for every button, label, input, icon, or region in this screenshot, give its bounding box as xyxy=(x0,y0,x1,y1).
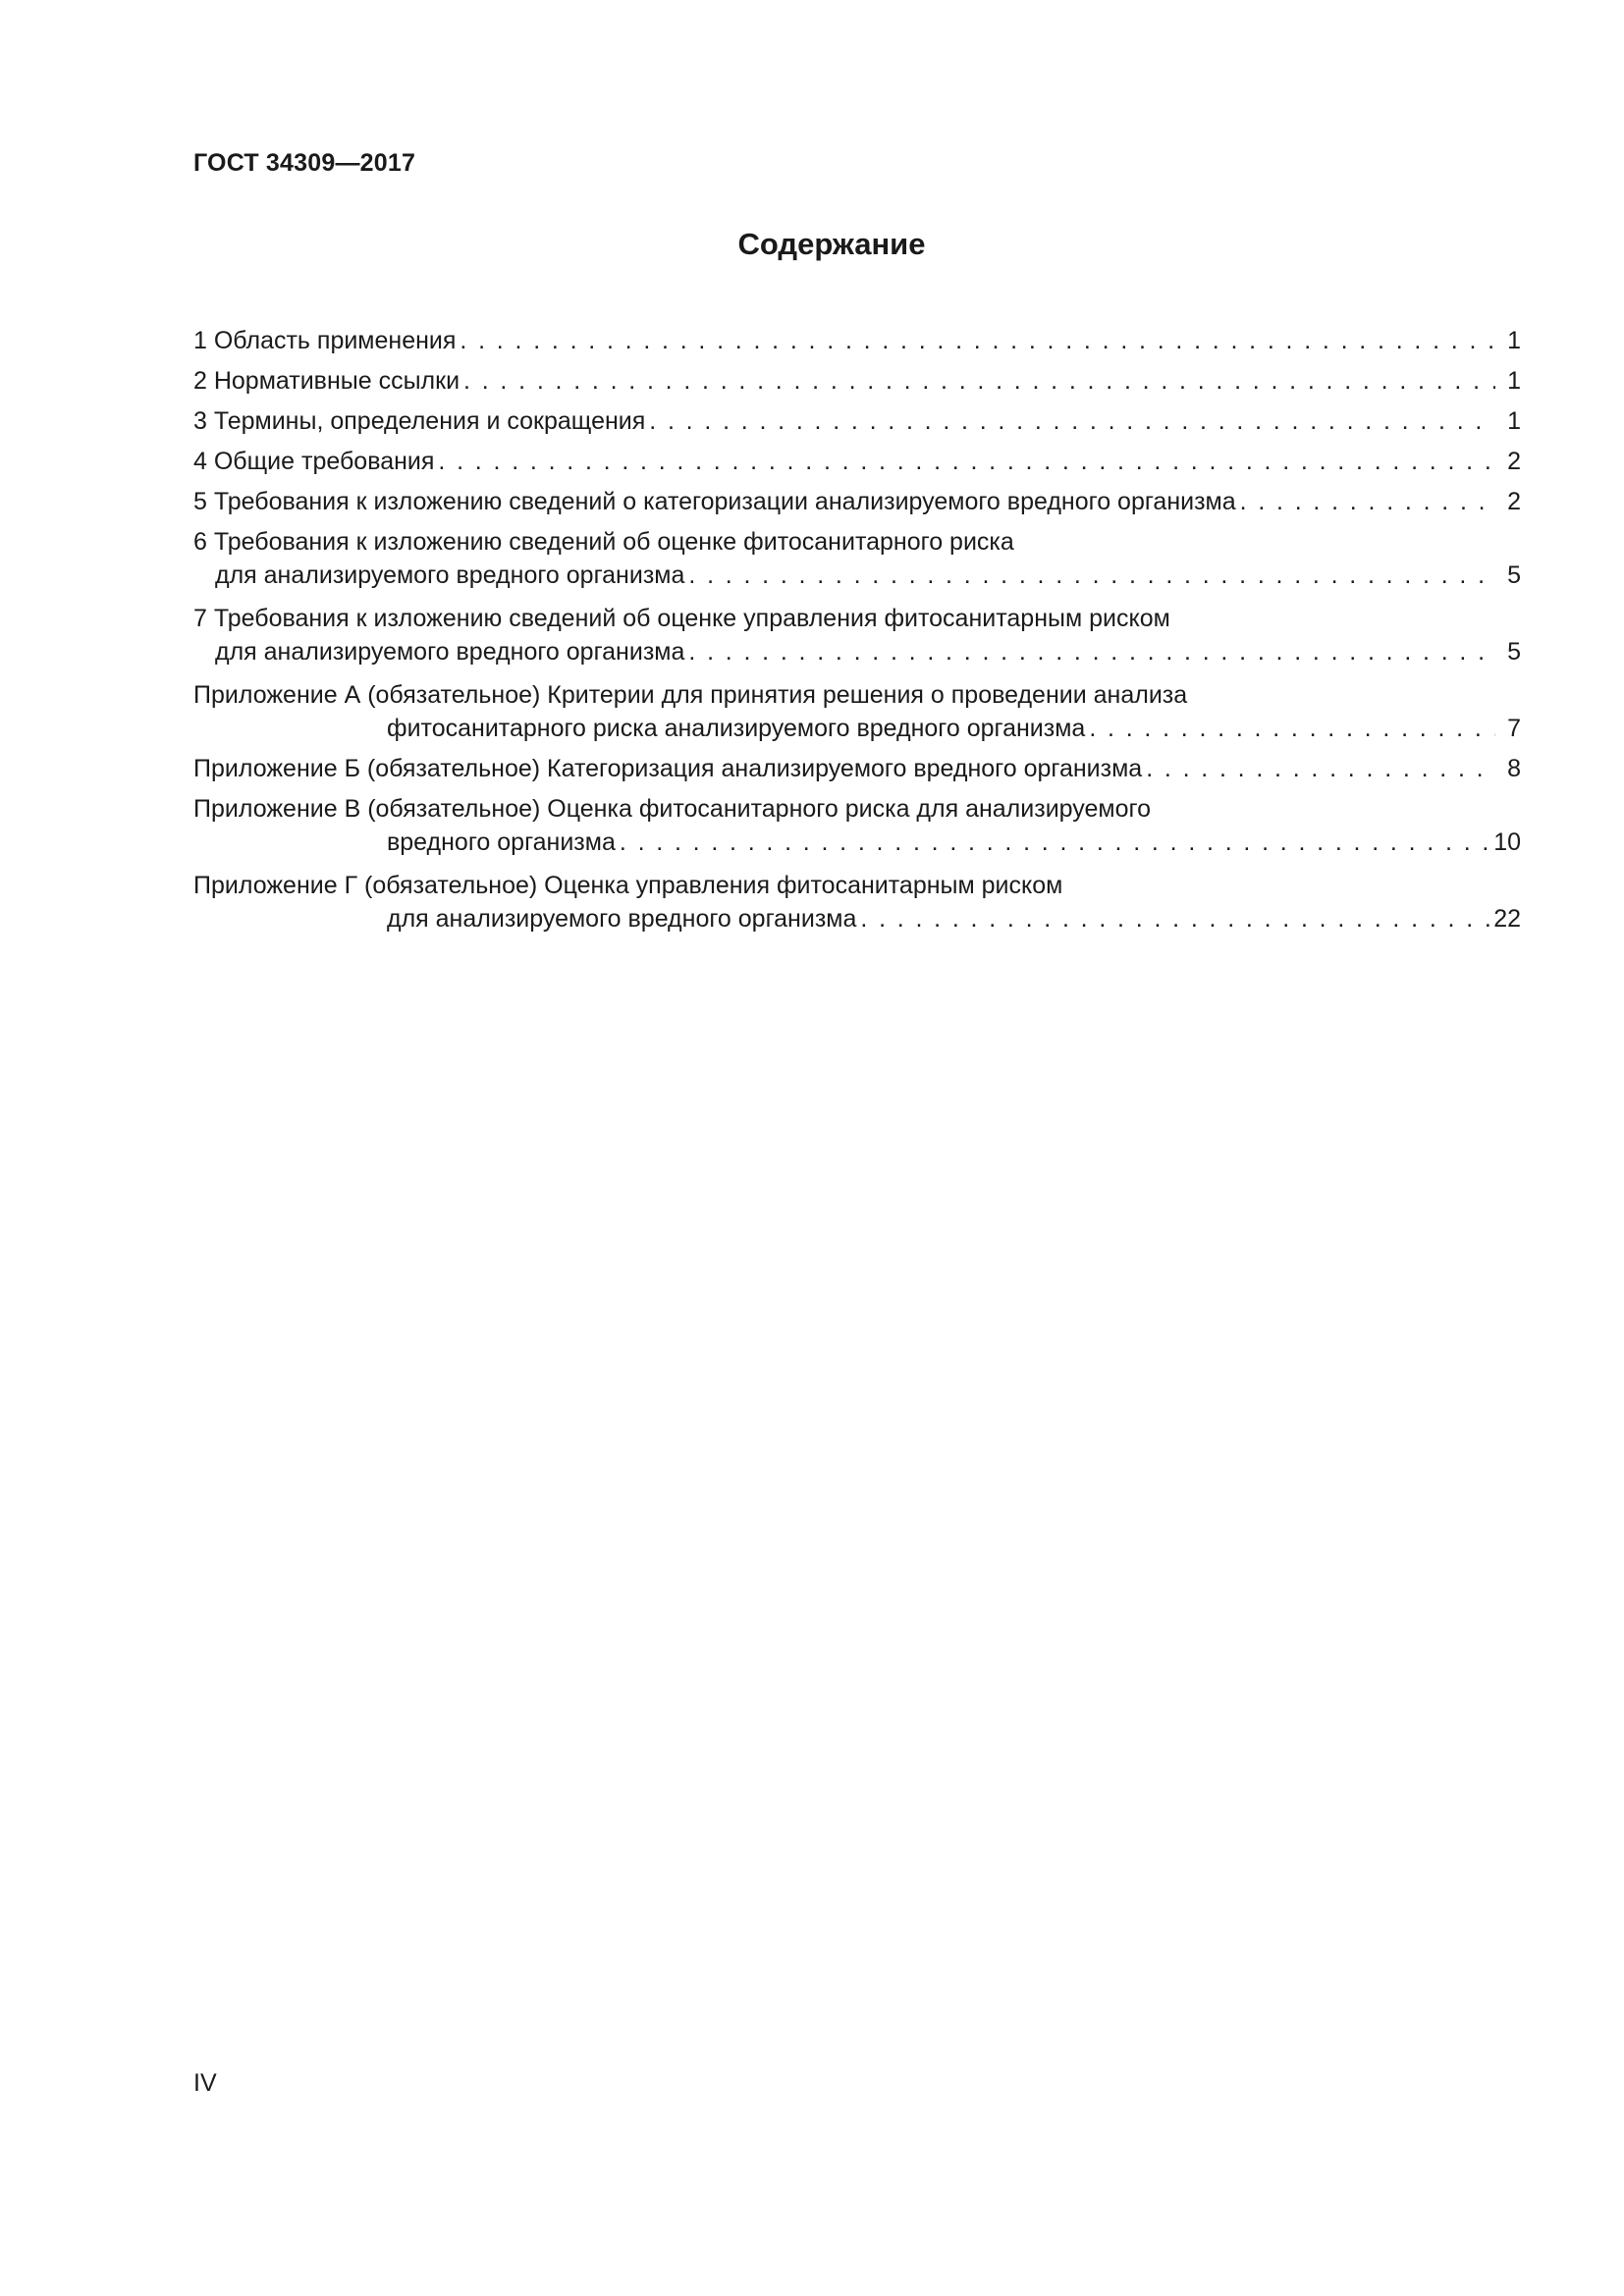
toc-entry-3[interactable] xyxy=(193,404,1521,438)
toc-page-number: 10 xyxy=(1493,828,1521,856)
toc-entry-2[interactable] xyxy=(193,364,1521,398)
toc-entry-text: 3 Термины, определения и сокращения xyxy=(193,407,646,435)
leader-dots xyxy=(460,324,1495,357)
leader-dots xyxy=(438,445,1495,478)
toc-entry-continuation: фитосанитарного риска анализируемого вредного организма xyxy=(387,715,1086,742)
leader-dots xyxy=(1146,752,1495,785)
toc-entry-appendix-a[interactable] xyxy=(193,678,1521,745)
toc-entry-text: 4 Общие требования xyxy=(193,448,435,475)
toc-page-number: 1 xyxy=(1507,367,1521,395)
toc-entry-4[interactable] xyxy=(193,445,1521,478)
toc-entry-1[interactable] xyxy=(193,324,1521,357)
toc-page-number: 8 xyxy=(1507,755,1521,782)
leader-dots xyxy=(860,902,1489,935)
leader-dots xyxy=(1240,485,1495,518)
toc-entry-text: 5 Требования к изложению сведений о категоризации анализируемого вредного организма xyxy=(193,488,1236,515)
toc-entry-continuation: для анализируемого вредного организма xyxy=(215,638,685,666)
table-of-contents xyxy=(193,324,1521,935)
document-header: ГОСТ 34309—2017 xyxy=(193,149,416,177)
leader-dots xyxy=(688,635,1495,668)
leader-dots xyxy=(688,559,1495,592)
toc-page-number: 1 xyxy=(1507,407,1521,435)
toc-page-number: 7 xyxy=(1507,715,1521,742)
toc-title: Содержание xyxy=(737,227,926,261)
toc-entry-text: 2 Нормативные ссылки xyxy=(193,367,460,395)
leader-dots xyxy=(1089,712,1495,745)
toc-page-number: 5 xyxy=(1507,561,1521,589)
toc-entry-text: 7 Требования к изложению сведений об оценке управления фитосанитарным риском xyxy=(193,605,1170,632)
toc-entry-text: 6 Требования к изложению сведений об оценке фитосанитарного риска xyxy=(193,528,1014,556)
toc-entry-6[interactable] xyxy=(193,525,1521,592)
toc-page-number: 2 xyxy=(1507,448,1521,475)
toc-entry-text: Приложение В (обязательное) Оценка фитосанитарного риска для анализируемого xyxy=(193,795,1151,823)
toc-entry-continuation: для анализируемого вредного организма xyxy=(215,561,685,589)
toc-page-number: 22 xyxy=(1493,905,1521,933)
leader-dots xyxy=(463,364,1495,398)
toc-page-number: 2 xyxy=(1507,488,1521,515)
toc-entry-text: Приложение Г (обязательное) Оценка управления фитосанитарным риском xyxy=(193,872,1063,899)
toc-entry-text: Приложение А (обязательное) Критерии для принятия решения о проведении анализа xyxy=(193,681,1188,709)
toc-entry-text: Приложение Б (обязательное) Категоризация анализируемого вредного организма xyxy=(193,755,1143,782)
toc-entry-continuation: для анализируемого вредного организма xyxy=(387,905,857,933)
toc-entry-appendix-g[interactable] xyxy=(193,869,1521,935)
toc-entry-5[interactable] xyxy=(193,485,1521,518)
page-number: IV xyxy=(193,2069,217,2097)
toc-page-number: 1 xyxy=(1507,327,1521,354)
toc-entry-appendix-b[interactable] xyxy=(193,752,1521,785)
toc-entry-appendix-v[interactable] xyxy=(193,792,1521,859)
toc-entry-7[interactable] xyxy=(193,602,1521,668)
toc-entry-text: 1 Область применения xyxy=(193,327,457,354)
leader-dots xyxy=(649,404,1495,438)
toc-page-number: 5 xyxy=(1507,638,1521,666)
leader-dots xyxy=(620,826,1489,859)
toc-entry-continuation: вредного организма xyxy=(387,828,616,856)
